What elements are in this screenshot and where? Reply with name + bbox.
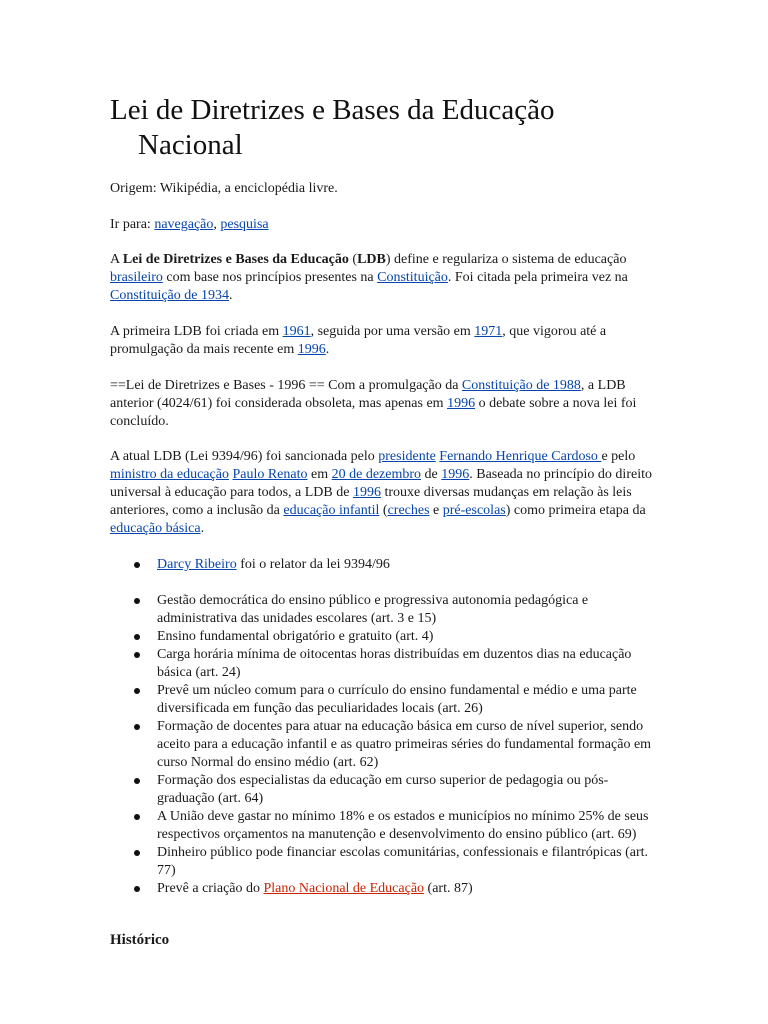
page-title [110,93,670,163]
link-1996-c[interactable]: 1996 [441,467,470,482]
list-item: Darcy Ribeiro foi o relator da lei 9394/96 [110,556,660,574]
link-1971[interactable]: 1971 [474,324,503,339]
link-20-dezembro[interactable]: 20 de dezembro [331,467,422,482]
list-item: Gestão democrática do ensino público e progressiva autonomia pedagógica e administrativa das unidades escolares (art. 3 e 15) [110,592,660,628]
section-heading-historico: Histórico [110,932,170,948]
list-item: Ensino fundamental obrigatório e gratuito (art. 4) [110,628,660,646]
link-1961[interactable]: 1961 [282,324,311,339]
list-item: Prevê a criação do Plano Nacional de Educação (art. 87) [110,880,660,898]
list-item: A União deve gastar no mínimo 18% e os estados e municípios no mínimo 25% de seus respectivos orçamentos na manutenção e desenvolvimento do ensino público (art. 69) [110,808,660,844]
link-fhc[interactable]: Fernando Henrique Cardoso [439,449,602,464]
relator-list [110,556,660,574]
link-creches[interactable]: creches [387,503,430,518]
origin-line: Origem: Wikipédia, a enciclopédia livre. [110,181,338,196]
link-ministro[interactable]: ministro da educação [110,467,229,482]
link-presidente[interactable]: presidente [378,449,436,464]
provisions-list [110,592,660,898]
paragraph-history: A primeira LDB foi criada em 1961, seguida por uma versão em 1971, que vigorou até a promulgação da mais recente em 1996. [110,324,607,357]
list-item: Formação de docentes para atuar na educação básica em curso de nível superior, sendo aceito para a educação infantil e as quatro primeiras séries do fundamental formação em curso Normal do ensino médio (art. 62) [110,718,660,772]
search-link[interactable]: pesquisa [220,217,269,232]
paragraph-1996: ==Lei de Diretrizes e Bases - 1996 == Com a promulgação da Constituição de 1988, a LDB anterior (4024/61) foi considerada obsoleta, mas apenas em 1996 o debate sobre a nova lei foi concluído. [110,378,637,429]
list-item: Formação dos especialistas da educação em curso superior de pedagogia ou pós-graduação (art. 64) [110,772,660,808]
law-abbrev: LDB [357,252,386,267]
jump-links: Ir para: navegação, pesquisa [110,217,269,232]
list-item: Carga horária mínima de oitocentas horas distribuídas em duzentos dias na educação básica (art. 24) [110,646,660,682]
link-constituicao-1988[interactable]: Constituição de 1988 [461,378,581,393]
law-name: Lei de Diretrizes e Bases da Educação [122,252,349,267]
title-line-1: Lei de Diretrizes e Bases da Educação [110,94,555,126]
link-1996[interactable]: 1996 [297,342,326,357]
link-paulo-renato[interactable]: Paulo Renato [232,467,308,482]
link-educacao-infantil[interactable]: educação infantil [283,503,380,518]
link-brasileiro[interactable]: brasileiro [110,270,163,285]
list-item: Prevê um núcleo comum para o currículo do ensino fundamental e médio e uma parte diversificada em função das peculiaridades locais (art. 26) [110,682,660,718]
intro-paragraph: A Lei de Diretrizes e Bases da Educação (LDB) define e regulariza o sistema de educação brasileiro com base nos princípios presentes na Constituição. Foi citada pela primeira vez na Constituição de 1934. [110,252,628,303]
link-1996-b[interactable]: 1996 [447,396,476,411]
nav-link[interactable]: navegação [154,217,214,232]
title-line-2: Nacional [138,129,243,161]
link-educacao-basica[interactable]: educação básica [110,521,201,536]
link-pre-escolas[interactable]: pré-escolas [442,503,506,518]
link-darcy-ribeiro[interactable]: Darcy Ribeiro [157,557,237,572]
link-constituicao[interactable]: Constituição [377,270,448,285]
paragraph-current-ldb: A atual LDB (Lei 9394/96) foi sancionada pelo presidente Fernando Henrique Cardoso e pelo ministro da educação Paulo Renato em 20 de dezembro de 1996. Baseada no princípio do direito universal à educação para todos, a LDB de 1996 trouxe diversas mudanças em relação às leis anteriores, como a inclusão da educação infantil (creches e pré-escolas) como primeira etapa da educação básica. [110,449,652,536]
link-plano-nacional[interactable]: Plano Nacional de Educação [263,881,425,896]
link-1996-d[interactable]: 1996 [352,485,381,500]
link-constituicao-1934[interactable]: Constituição de 1934 [110,288,229,303]
list-item: Dinheiro público pode financiar escolas comunitárias, confessionais e filantrópicas (art. 77) [110,844,660,880]
